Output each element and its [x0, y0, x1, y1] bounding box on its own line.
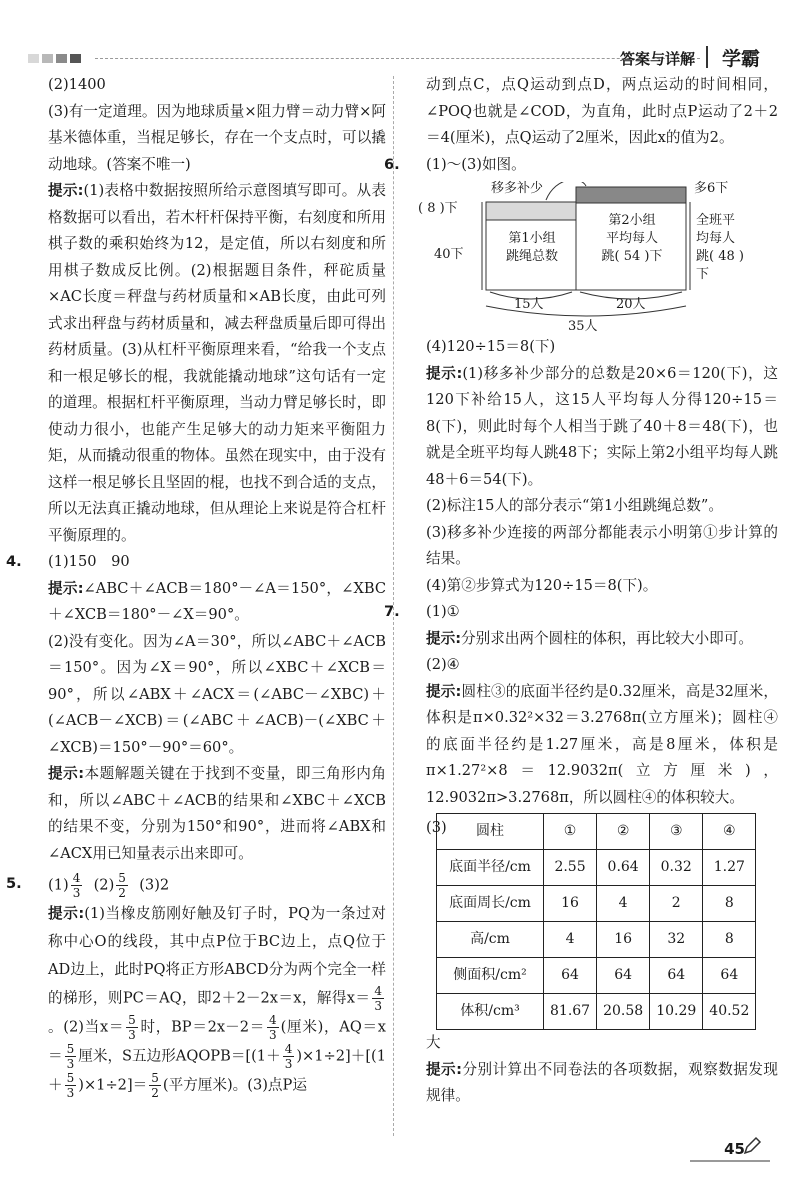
header-decoration — [28, 54, 81, 63]
table-header-row — [437, 814, 756, 850]
header-rule — [95, 58, 700, 59]
group2-label: 第2小组 平均每人 跳( 54 )下 — [601, 213, 663, 264]
answer-4-1 — [6, 549, 386, 576]
hint-6-2: (2)标注15人的部分表示“第1小组跳绳总数”。 — [426, 497, 723, 514]
answer-4-1-text: (1)150 90 — [48, 553, 130, 570]
group1-label: 第1小组 跳绳总数 — [505, 231, 558, 264]
hint-5-text-5: 厘米，S五边形AQOPB＝[(1＋ — [78, 1047, 281, 1065]
table-cell: 0.32 — [650, 850, 703, 886]
table-cell: 体积/cm³ — [437, 994, 544, 1030]
diagram-label-top: 移多补少 — [491, 181, 544, 196]
answer-5-3: (3)2 — [139, 876, 170, 894]
fraction-5-2: $\frac{5}{2}$ — [151, 1071, 159, 1100]
hint-5-text-4: (厘米)，AQ＝x＝ — [48, 1018, 387, 1065]
answer-7-3-label: (3) — [426, 819, 447, 836]
hint-label: 提示: — [48, 182, 84, 199]
fraction-5-3: $\frac{5}{3}$ — [128, 1013, 136, 1042]
table-cell: 64 — [597, 958, 650, 994]
table-cell: 32 — [650, 922, 703, 958]
hint-6-1 — [406, 361, 778, 494]
table-cell: 底面周长/cm — [437, 886, 544, 922]
hint-7-1-text: 分别求出两个圆柱的体积，再比较大小即可。 — [461, 629, 753, 647]
table-header-cell: ① — [544, 814, 597, 850]
table-header-cell: ④ — [703, 814, 756, 850]
extra-part — [576, 187, 686, 203]
fraction-5-3: $\frac{5}{3}$ — [66, 1071, 75, 1100]
table-cell: 64 — [650, 958, 703, 994]
hint-4-1 — [28, 576, 386, 629]
table-cell: 8 — [703, 886, 756, 922]
hint-5-continued: 动到点C，点Q运动到点D，两点运动的时间相同，∠POQ也就是∠COD，为直角，此时点P运动了2＋2＝4(厘米)，点Q运动了2厘米，因此x的值为2。 — [426, 76, 778, 146]
page-number: 45 — [724, 1140, 745, 1158]
table-cell: 0.64 — [597, 850, 650, 886]
table-row — [437, 958, 756, 994]
hint-5-text-7: )×1÷2]＝ — [78, 1076, 148, 1094]
table-row — [437, 922, 756, 958]
table-header-cell: ③ — [650, 814, 703, 850]
answer-3-3: (3)有一定道理。因为地球质量×阻力臂＝动力臂×阿基米德体重，当棍足够长，存在一个支点时，可以撬动地球。(答案不唯一) — [48, 102, 386, 173]
answer-6-4: (4)120÷15＝8(下) — [426, 338, 556, 355]
hint-label: 提示: — [426, 682, 462, 700]
hint-5 — [28, 900, 386, 1100]
moved-part-source — [486, 202, 576, 220]
header-title: 答案与详解 — [619, 50, 695, 68]
table-header-cell: ② — [597, 814, 650, 850]
question-number-7: 7. — [384, 603, 400, 620]
diagram-label-20: 20人 — [616, 297, 646, 312]
hint-4-2 — [28, 761, 386, 867]
class-average-label: 全班平 均每人 跳( 48 ) 下 — [696, 213, 744, 282]
question-number-4: 4. — [6, 553, 22, 570]
fraction-4-3: $\frac{4}{3}$ — [374, 984, 382, 1013]
diagram-label-35: 35人 — [568, 319, 598, 334]
fraction-4-3: $\frac{4}{3}$ — [72, 871, 81, 900]
hint-3 — [28, 178, 386, 549]
answer-7-3 — [406, 813, 778, 1030]
fraction-5-2: $\frac{5}{2}$ — [118, 871, 126, 900]
table-cell: 4 — [597, 886, 650, 922]
table-cell: 40.52 — [703, 994, 756, 1030]
table-cell: 81.67 — [544, 994, 597, 1030]
header-separator — [706, 46, 708, 68]
answer-6 — [384, 152, 778, 179]
header-brand-logo: 学霸 — [721, 48, 760, 70]
table-cell: 10.29 — [650, 994, 703, 1030]
answer-5-2-label: (2) — [93, 876, 115, 894]
hint-4-2-text: 本题解题关键在于找到不变量，即三角形内角和，所以∠ABC＋∠ACB的结果和∠XBC＋∠XCB的结果不变，分别为150°和90°，进而将∠ABX和∠ACX用已知量表示出来即可。 — [48, 765, 386, 862]
answer-4-2: (2)没有变化。因为∠A＝30°，所以∠ABC＋∠ACB＝150°。因为∠X＝90°，所以∠XBC＋∠XCB＝90°，所以∠ABX＋∠ACX＝(∠ABC－∠XBC)＋(∠ACB－∠XCB)＝(∠ABC＋∠ACB)－(∠XBC＋∠XCB)＝150°－90°＝60°。 — [48, 632, 386, 756]
fraction-4-3: $\frac{4}{3}$ — [269, 1013, 277, 1042]
answer-7-1 — [384, 599, 778, 626]
hint-label: 提示: — [48, 579, 84, 597]
fraction-4-3: $\frac{4}{3}$ — [284, 1042, 293, 1071]
hint-7-3 — [406, 1057, 778, 1110]
table-cell: 4 — [544, 922, 597, 958]
hint-label: 提示: — [426, 1060, 462, 1078]
table-cell: 底面半径/cm — [437, 850, 544, 886]
hint-5-text-2: 。(2)当x＝ — [48, 1018, 125, 1036]
hint-5-text-8: (平方厘米)。(3)点P运 — [162, 1076, 307, 1094]
footer-rule — [690, 1160, 770, 1162]
table-header-cell: 圆柱 — [437, 814, 544, 850]
page-header — [0, 0, 800, 70]
hint-3-text: (1)表格中数据按照所给示意图填写即可。从表格数据可以看出，若木杆杆保持平衡，右刻度和所用棋子数的乘积始终为12，是定值，所以右刻度和所用棋子数成反比例。(2)根据题目条件，秤砣质量×AC长度＝秤盘与药材质量和×AB长度，由此可列式求出秤盘与药材质量和，减去秤盘质量后即可得出药材质量。(3)从杠杆平衡原理来看，“给我一个支点和一根足够长的棍，我就能撬动地球”这句话有一定的道理。根据杠杆平衡原理，当动力臂足够长时，即使动力很小，也能产生足够大的动力矩来平衡阻力矩，从而撬动很重的物体。虽然在现实中，由于没有这样一根足够长且坚固的棍，也找不到合适的支点，所以无法真正撬动地球，但从理论上来说是符合杠杆平衡原理的。 — [48, 182, 386, 544]
answer-5-1-label: (1) — [48, 876, 69, 894]
table-row — [437, 850, 756, 886]
hint-7-2-text: 圆柱③的底面半径约是0.32厘米，高是32厘米，体积是π×0.32²×32＝3.2768π(立方厘米)；圆柱④的底面半径约是1.27厘米，高是8厘米，体积是π×1.27²×8＝12.9032π(立方厘米)，12.9032π>3.2768π，所以圆柱④的体积较大。 — [426, 682, 778, 806]
question-number-6: 6. — [384, 155, 400, 173]
answer-5 — [6, 871, 386, 900]
table-cell: 16 — [597, 922, 650, 958]
table-cell: 1.27 — [703, 850, 756, 886]
hint-6-1-text: (1)移多补少部分的总数是20×6＝120(下)，这120下补给15人，这15人平均每人分得120÷15＝8(下)，则此时每个人相当于跳了40＋8＝48(下)，也就是全班平均每人跳48下；实际上第2小组平均每人跳48＋6＝54(下)。 — [426, 364, 778, 488]
answer-3-2: (2)1400 — [48, 76, 106, 93]
table-cell: 64 — [544, 958, 597, 994]
hint-5-text-3: 时，BP＝2x－2＝ — [139, 1018, 265, 1036]
pencil-icon — [742, 1136, 762, 1156]
table-cell: 高/cm — [437, 922, 544, 958]
right-column — [384, 72, 778, 1110]
table-cell: 侧面积/cm² — [437, 958, 544, 994]
hint-5-text-6: )×1÷2]＋[(1＋ — [48, 1047, 387, 1094]
hint-label: 提示: — [426, 364, 463, 382]
hint-7-1 — [406, 626, 778, 653]
hint-label: 提示: — [48, 765, 85, 782]
table-row — [437, 886, 756, 922]
question-number-5: 5. — [6, 875, 22, 892]
table-row — [437, 994, 756, 1030]
diagram-label-more: 多6下 — [694, 181, 729, 196]
hint-7-3-text: 分别计算出不同卷法的各项数据，观察数据发现规律。 — [426, 1060, 778, 1104]
hint-5-text-1: (1)当橡皮筋刚好触及钉子时，PQ为一条过对称中心O的线段，其中点P位于BC边上，点Q位于AD边上，此时PQ将正方形ABCD分为两个完全一样的梯形，则PC＝AQ，即2＋2－2x＝x，解得x＝ — [48, 905, 386, 1007]
hint-label: 提示: — [426, 629, 462, 647]
answer-7-1-text: (1)① — [426, 603, 460, 620]
fraction-5-3: $\frac{5}{3}$ — [66, 1042, 75, 1071]
cylinder-table — [436, 813, 756, 1030]
diagram-label-40: 40下 — [434, 247, 464, 262]
answer-7-2: (2)④ — [426, 656, 460, 673]
table-cell: 2 — [650, 886, 703, 922]
hint-4-1-text: ∠ABC＋∠ACB＝180°－∠A＝150°，∠XBC＋∠XCB＝180°－∠X＝90°。 — [48, 579, 387, 623]
hint-6-3: (3)移多补少连接的两部分都能表示小明第①步计算的结果。 — [426, 523, 778, 567]
diagram-label-8: ( 8 )下 — [418, 201, 458, 216]
hint-7-2 — [406, 679, 778, 812]
table-cell: 8 — [703, 922, 756, 958]
table-cell: 16 — [544, 886, 597, 922]
left-column — [6, 72, 387, 1100]
hint-6-4: (4)第②步算式为120÷15＝8(下)。 — [426, 576, 658, 594]
answer-7-3-result: 大 — [426, 1034, 441, 1051]
diagram-label-15: 15人 — [514, 297, 544, 312]
table-cell: 20.58 — [597, 994, 650, 1030]
average-diagram — [406, 182, 778, 332]
table-cell: 2.55 — [544, 850, 597, 886]
answer-6-text: (1)～(3)如图。 — [426, 155, 526, 173]
table-cell: 64 — [703, 958, 756, 994]
hint-label: 提示: — [48, 905, 85, 922]
